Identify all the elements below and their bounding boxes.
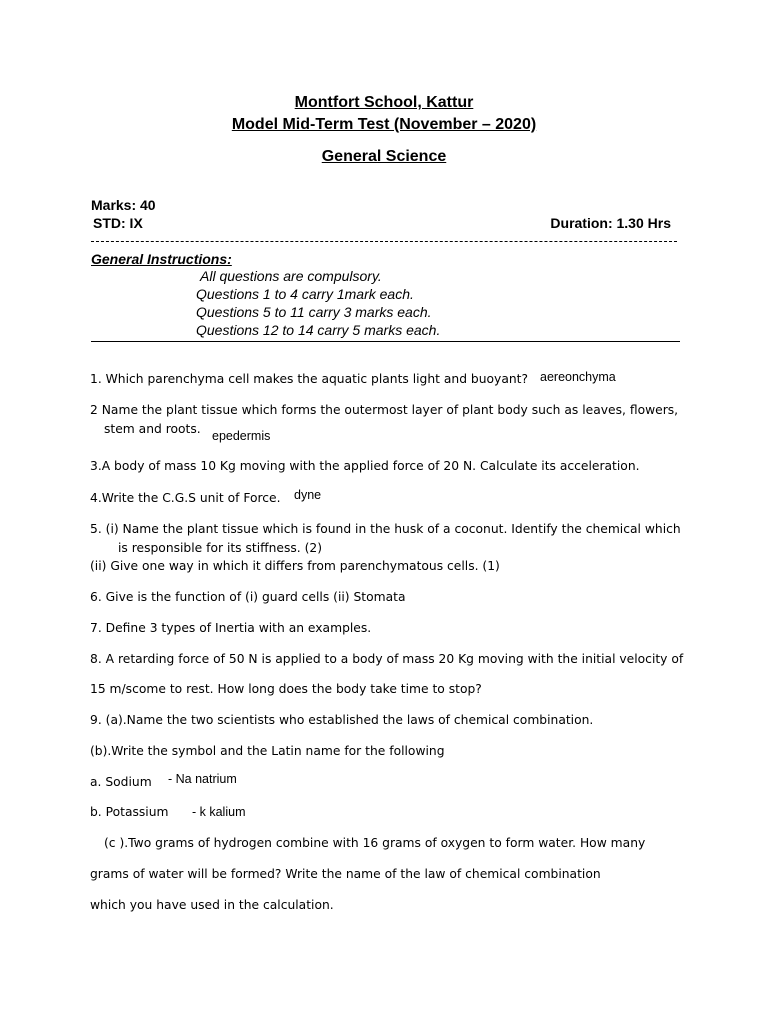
instruction-line: Questions 1 to 4 carry 1mark each.	[196, 286, 414, 302]
duration-label: Duration: 1.30 Hrs	[550, 215, 671, 231]
marks-label: Marks: 40	[91, 197, 156, 213]
question-6: 6. Give is the function of (i) guard cells (ii) Stomata	[90, 590, 406, 604]
question-8-continued: 15 m/scome to rest. How long does the body take time to stop?	[90, 682, 482, 696]
answer-4: dyne	[294, 488, 322, 502]
question-9c-continued-2: which you have used in the calculation.	[90, 898, 334, 912]
question-9c-continued: grams of water will be formed? Write the name of the law of chemical combination	[90, 867, 601, 881]
question-2-continued: stem and roots.	[104, 422, 201, 436]
question-9a: 9. (a).Name the two scientists who established the laws of chemical combination.	[90, 713, 594, 727]
instruction-line: All questions are compulsory.	[200, 268, 382, 284]
answer-9b-sodium: - Na natrium	[168, 772, 237, 786]
test-title: Model Mid-Term Test (November – 2020)	[231, 116, 537, 133]
question-9c: (c ).Two grams of hydrogen combine with 16 grams of oxygen to form water. How many	[104, 836, 646, 850]
question-7: 7. Define 3 types of Inertia with an examples.	[90, 621, 372, 635]
question-1: 1. Which parenchyma cell makes the aquatic plants light and buoyant?	[90, 372, 528, 386]
instruction-line: Questions 12 to 14 carry 5 marks each.	[196, 322, 441, 338]
instruction-line: Questions 5 to 11 carry 3 marks each.	[196, 304, 432, 320]
question-4: 4.Write the C.G.S unit of Force.	[90, 491, 281, 505]
question-2: 2 Name the plant tissue which forms the outermost layer of plant body such as leaves, flowers,	[90, 403, 679, 417]
answer-1: aereonchyma	[540, 370, 616, 384]
question-8: 8. A retarding force of 50 N is applied to a body of mass 20 Kg moving with the initial velocity of	[90, 652, 684, 666]
std-label: STD: IX	[93, 215, 143, 231]
question-5: 5. (i) Name the plant tissue which is found in the husk of a coconut. Identify the chemical which	[90, 522, 681, 536]
dashed-separator	[91, 241, 677, 242]
question-5-part-ii: (ii) Give one way in which it differs from parenchymatous cells. (1)	[90, 559, 500, 573]
answer-2: epedermis	[212, 429, 271, 443]
question-9b-potassium: b. Potassium	[90, 805, 169, 819]
question-9b: (b).Write the symbol and the Latin name for the following	[90, 744, 445, 758]
answer-9b-potassium: - k kalium	[192, 805, 246, 819]
question-5-continued: is responsible for its stiffness. (2)	[118, 541, 323, 555]
instructions-title: General Instructions:	[91, 251, 232, 267]
question-3: 3.A body of mass 10 Kg moving with the applied force of 20 N. Calculate its acceleration.	[90, 459, 640, 473]
section-rule	[91, 341, 680, 342]
question-9b-sodium: a. Sodium	[90, 775, 152, 789]
school-name: Montfort School, Kattur	[294, 94, 474, 111]
subject-title: General Science	[321, 148, 447, 165]
